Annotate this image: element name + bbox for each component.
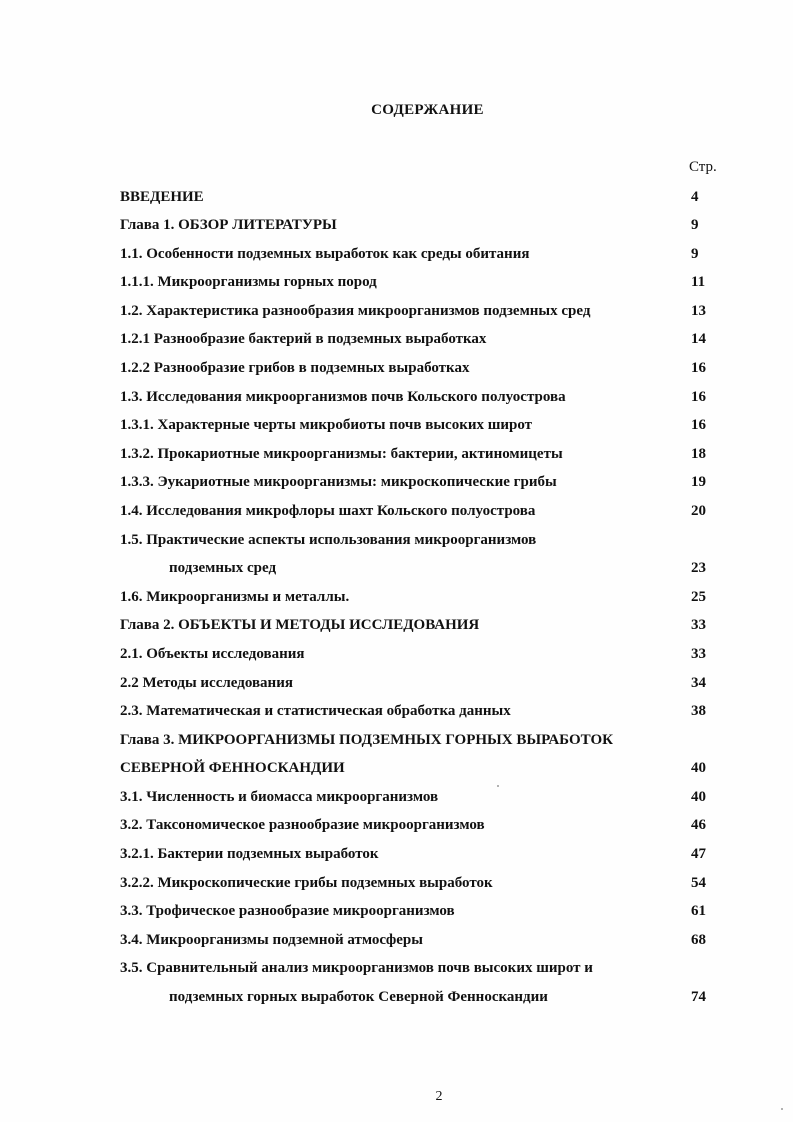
toc-entry-page: 54 bbox=[691, 875, 706, 891]
toc-entry-page: 33 bbox=[691, 617, 706, 633]
toc-entry-text: ВВЕДЕНИЕ bbox=[120, 189, 204, 205]
toc-entry-text: 3.4. Микроорганизмы подземной атмосферы bbox=[120, 932, 423, 948]
toc-entry-text: 1.1. Особенности подземных выработок как среды обитания bbox=[120, 246, 530, 262]
page-title: СОДЕРЖАНИЕ bbox=[371, 102, 484, 118]
toc-entry-page: 25 bbox=[691, 589, 706, 605]
toc-entry-page: 46 bbox=[691, 817, 706, 833]
toc-entry-page: 18 bbox=[691, 446, 706, 462]
toc-entry-page: 40 bbox=[691, 789, 706, 805]
scan-speck bbox=[781, 1108, 783, 1110]
toc-entry-introduction bbox=[120, 186, 720, 208]
toc-entry-3-5-continued bbox=[120, 986, 720, 1008]
toc-entry-2-3 bbox=[120, 700, 720, 722]
toc-entry-text: подземных сред bbox=[169, 560, 277, 576]
toc-entry-text: 1.2. Характеристика разнообразия микроорганизмов подземных сред bbox=[120, 303, 591, 319]
toc-entry-page: 14 bbox=[691, 331, 706, 347]
toc-entry-page: 74 bbox=[691, 989, 706, 1005]
toc-entry-chapter-3-continued bbox=[120, 757, 720, 779]
toc-entry-1-2-1 bbox=[120, 328, 720, 350]
toc-entry-page: 16 bbox=[691, 360, 706, 376]
toc-entry-text: 1.5. Практические аспекты использования микроорганизмов bbox=[120, 532, 537, 548]
toc-entry-page: 19 bbox=[691, 474, 706, 490]
toc-entry-text: 3.2. Таксономическое разнообразие микроорганизмов bbox=[120, 817, 485, 833]
toc-entry-text: 3.5. Сравнительный анализ микроорганизмов почв высоких широт и bbox=[120, 960, 593, 976]
toc-entry-page: 61 bbox=[691, 903, 706, 919]
page-column-label: Стр. bbox=[689, 159, 717, 175]
toc-entry-1-3-3 bbox=[120, 471, 720, 493]
toc-entry-3-2 bbox=[120, 814, 720, 836]
scan-speck bbox=[497, 785, 499, 787]
toc-entry-1-2 bbox=[120, 300, 720, 322]
toc-entry-text: 1.3.2. Прокариотные микроорганизмы: бактерии, актиномицеты bbox=[120, 446, 563, 462]
toc-entry-1-6 bbox=[120, 586, 720, 608]
toc-entry-page: 68 bbox=[691, 932, 706, 948]
toc-entry-1-3-2 bbox=[120, 443, 720, 465]
toc-entry-3-2-1 bbox=[120, 843, 720, 865]
toc-entry-1-2-2 bbox=[120, 357, 720, 379]
toc-entry-text: 2.3. Математическая и статистическая обработка данных bbox=[120, 703, 511, 719]
toc-entry-2-1 bbox=[120, 643, 720, 665]
toc-entry-page: 23 bbox=[691, 560, 706, 576]
toc-entry-page: 9 bbox=[691, 246, 699, 262]
toc-entry-text: СЕВЕРНОЙ ФЕННОСКАНДИИ bbox=[120, 760, 345, 776]
toc-entry-text: 1.6. Микроорганизмы и металлы. bbox=[120, 589, 350, 605]
toc-entry-page: 16 bbox=[691, 389, 706, 405]
toc-entry-text: Глава 2. ОБЪЕКТЫ И МЕТОДЫ ИССЛЕДОВАНИЯ bbox=[120, 617, 480, 633]
toc-entry-text: 1.3.1. Характерные черты микробиоты почв высоких широт bbox=[120, 417, 533, 433]
toc-entry-page: 40 bbox=[691, 760, 706, 776]
toc-entry-3-4 bbox=[120, 929, 720, 951]
toc-entry-page: 47 bbox=[691, 846, 706, 862]
toc-entry-text: 1.3.3. Эукариотные микроорганизмы: микроскопические грибы bbox=[120, 474, 557, 490]
toc-entry-chapter-3 bbox=[120, 729, 720, 751]
toc-entry-3-1 bbox=[120, 786, 720, 808]
toc-entry-text: Глава 3. МИКРООРГАНИЗМЫ ПОДЗЕМНЫХ ГОРНЫХ ВЫРАБОТОК bbox=[120, 732, 613, 748]
toc-entry-1-3 bbox=[120, 386, 720, 408]
toc-entry-text: 1.3. Исследования микроорганизмов почв Кольского полуострова bbox=[120, 389, 566, 405]
toc-entry-page: 38 bbox=[691, 703, 706, 719]
toc-entry-1-1 bbox=[120, 243, 720, 265]
page-number: 2 bbox=[435, 1089, 443, 1104]
toc-entry-text: 2.1. Объекты исследования bbox=[120, 646, 305, 662]
toc-entry-1-1-1 bbox=[120, 271, 720, 293]
toc-entry-page: 11 bbox=[691, 274, 706, 290]
toc-entry-3-2-2 bbox=[120, 872, 720, 894]
toc-entry-2-2 bbox=[120, 672, 720, 694]
toc-entry-1-4 bbox=[120, 500, 720, 522]
toc-entry-text: Глава 1. ОБЗОР ЛИТЕРАТУРЫ bbox=[120, 217, 337, 233]
toc-entry-text: 3.1. Численность и биомасса микроорганизмов bbox=[120, 789, 439, 805]
toc-entry-text: 2.2 Методы исследования bbox=[120, 675, 293, 691]
toc-entry-text: 1.2.1 Разнообразие бактерий в подземных выработках bbox=[120, 331, 487, 347]
toc-entry-page: 9 bbox=[691, 217, 699, 233]
toc-entry-1-5-continued bbox=[120, 557, 720, 579]
toc-entry-3-3 bbox=[120, 900, 720, 922]
toc-entry-page: 13 bbox=[691, 303, 706, 319]
toc-entry-1-5 bbox=[120, 529, 720, 551]
toc-entry-text: 3.3. Трофическое разнообразие микроорганизмов bbox=[120, 903, 455, 919]
toc-entry-text: 1.2.2 Разнообразие грибов в подземных выработках bbox=[120, 360, 470, 376]
toc-entry-text: 3.2.2. Микроскопические грибы подземных выработок bbox=[120, 875, 493, 891]
toc-entry-page: 20 bbox=[691, 503, 706, 519]
toc-entry-text: 1.1.1. Микроорганизмы горных пород bbox=[120, 274, 377, 290]
toc-entry-text: подземных горных выработок Северной Фенноскандии bbox=[169, 989, 548, 1005]
toc-entry-text: 3.2.1. Бактерии подземных выработок bbox=[120, 846, 379, 862]
toc-entry-page: 16 bbox=[691, 417, 706, 433]
toc-entry-page: 34 bbox=[691, 675, 706, 691]
toc-entry-page: 4 bbox=[691, 189, 699, 205]
toc-entry-chapter-1 bbox=[120, 214, 720, 236]
toc-entry-page: 33 bbox=[691, 646, 706, 662]
toc-entry-3-5 bbox=[120, 957, 720, 979]
toc-entry-1-3-1 bbox=[120, 414, 720, 436]
toc-entry-chapter-2 bbox=[120, 614, 720, 636]
toc-entry-text: 1.4. Исследования микрофлоры шахт Кольского полуострова bbox=[120, 503, 536, 519]
